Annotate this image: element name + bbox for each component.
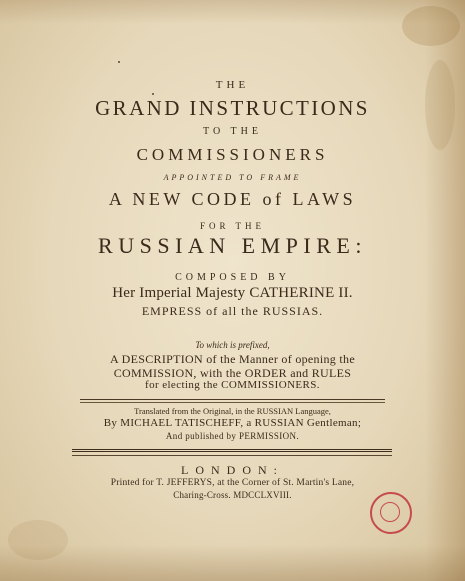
prefix-line-2: COMMISSION, with the ORDER and RULES	[113, 366, 352, 380]
imprint-location-date: Charing-Cross. MDCCLXVIII.	[173, 490, 292, 500]
library-stamp	[370, 492, 412, 534]
heading-for-the: FOR THE	[199, 221, 266, 231]
heading-new-code: A NEW CODE of LAWS	[108, 189, 357, 209]
heading-the: THE	[215, 79, 250, 91]
heading-appointed: APPOINTED TO FRAME	[163, 173, 302, 182]
prefix-line-3: for electing the COMMISSIONERS.	[145, 379, 320, 391]
divider-rule	[80, 399, 385, 400]
translator-line: By MICHAEL TATISCHEFF, a RUSSIAN Gentleman;	[103, 417, 362, 429]
divider-rule	[72, 455, 392, 456]
imprint-city: LONDON:	[181, 463, 284, 477]
ink-speck	[152, 93, 154, 95]
paper-edge-bottom	[0, 545, 465, 581]
heading-russian-empire: RUSSIAN EMPIRE:	[98, 233, 367, 258]
paper-edge-top	[0, 0, 465, 24]
prefix-intro: To which is prefixed,	[195, 340, 270, 350]
author-title: EMPRESS of all the RUSSIAS.	[141, 304, 324, 318]
heading-commissioners: COMMISSIONERS	[136, 145, 329, 164]
foxing-stain	[8, 520, 68, 560]
ink-speck	[118, 61, 120, 63]
heading-grand-instructions: GRAND INSTRUCTIONS	[95, 96, 370, 120]
heading-composed-by: COMPOSED BY	[175, 272, 290, 283]
prefix-line-1: A DESCRIPTION of the Manner of opening the	[110, 352, 355, 366]
publication-note: And published by PERMISSION.	[165, 431, 300, 441]
double-divider-rule	[72, 449, 392, 452]
imprint-printer: Printed for T. JEFFERYS, at the Corner of St. Martin's Lane,	[110, 478, 355, 488]
translation-note: Translated from the Original, in the RUSSIAN Language,	[134, 406, 331, 416]
stamp-emblem	[380, 502, 400, 522]
foxing-stain	[402, 6, 460, 46]
heading-to-the: TO THE	[203, 126, 262, 137]
divider-rule	[80, 402, 385, 403]
author-line: Her Imperial Majesty CATHERINE II.	[112, 285, 353, 301]
